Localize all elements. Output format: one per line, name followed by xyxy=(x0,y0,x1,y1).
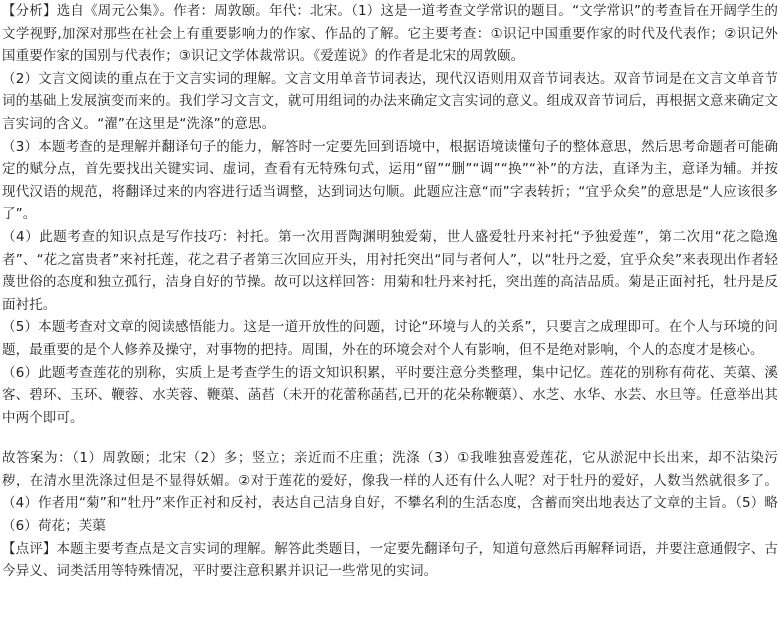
section-spacer xyxy=(2,429,778,447)
analysis-intro-paragraph: 【分析】选自《周元公集》。作者：周敦颐。年代：北宋。（1）这是一道考查文学常识的题目。“文学常识”的考查旨在开阔学生的文学视野,加深对那些在社会上有重要影响力的作家、作品的了解。它主要考查：①识记中国重要作家的时代及代表作；②识记外国重要作家的国别与代表作；③识记文学体裁常识。《爱莲说》的作者是北宋的周敦颐。 xyxy=(2,3,778,65)
analysis-question-2-paragraph: （2）文言文阅读的重点在于文言实词的理解。文言文用单音节词表达，现代汉语则用双音节词表达。双音节词是在文言文单音节词的基础上发展演变而来的。我们学习文言文，就可用组词的办法来确定文言实词的意义。组成双音节词后，再根据文意来确定文言实词的含义。“濯”在这里是“洗涤”的意思。 xyxy=(2,70,778,132)
analysis-question-6-paragraph: （6）此题考查莲花的别称，实质上是考查学生的语文知识积累，平时要注意分类整理，集中记忆。莲花的别称有荷花、芙蕖、溪客、碧环、玉环、鞭蓉、水芙蓉、鞭蕖、菡萏（未开的花蕾称菡萏,已开的花朵称鞭蕖）、水芝、水华、水芸、水旦等。任意举出其中两个即可。 xyxy=(2,364,778,426)
analysis-question-3-paragraph: （3）本题考查的是理解并翻译句子的能力，解答时一定要先回到语境中，根据语境读懂句子的整体意思，然后思考命题者可能确定的赋分点，首先要找出关键实词、虚词，查看有无特殊句式，运用“留”“删”“调”“换”“补”的方法，直译为主，意译为辅。并按现代汉语的规范，将翻译过来的内容进行适当调整，达到词达句顺。此题应注意“而”字表转折；“宜乎众矣”的意思是“人应该很多了”。 xyxy=(2,138,778,223)
analysis-question-4-paragraph: （4）此题考查的知识点是写作技巧：衬托。第一次用晋陶渊明独爱菊，世人盛爱牡丹来衬托“予独爱莲”，第二次用“花之隐逸者”、“花之富贵者”来衬托莲，花之君子者第三次回应开头，用衬托突出“同与者何人”，以“牡丹之爱，宜乎众矣”来表现出作者轻蔑世俗的态度和独立孤行，洁身自好的节操。故可以这样回答：用菊和牡丹来衬托，突出莲的高洁品质。菊是正面衬托，牡丹是反面衬托。 xyxy=(2,228,778,313)
answer-paragraph: 故答案为：（1）周敦颐；北宋（2）多；竖立；亲近而不庄重；洗涤（3）①我唯独喜爱莲花，它从淤泥中长出来，却不沾染污秽，在清水里洗涤过但是不显得妖媚。②对于莲花的爱好，像我一样的人还有什么人呢？对于牡丹的爱好，人数当然就很多了。（4）作者用“菊”和“牡丹”来作正衬和反衬，表达自己洁身自好，不攀名利的生活态度，含蓄而突出地表达了文章的主旨。（5）略（6）荷花；芙蕖 xyxy=(2,450,778,535)
analysis-question-5-paragraph: （5）本题考查对文章的阅读感悟能力。这是一道开放性的问题，讨论“环境与人的关系”，只要言之成理即可。在个人与环境的问题，最重要的是个人修养及操守，对事物的把持。周围，外在的环境会对个人有影响，但不是绝对影响，个人的态度才是核心。 xyxy=(2,319,778,358)
comment-paragraph: 【点评】本题主要考查点是文言实词的理解。解答此类题目，一定要先翻译句子，知道句意然后再解释词语，并要注意通假字、古今异义、词类活用等特殊情况，平时要注意积累并识记一些常见的实词。 xyxy=(2,540,778,580)
